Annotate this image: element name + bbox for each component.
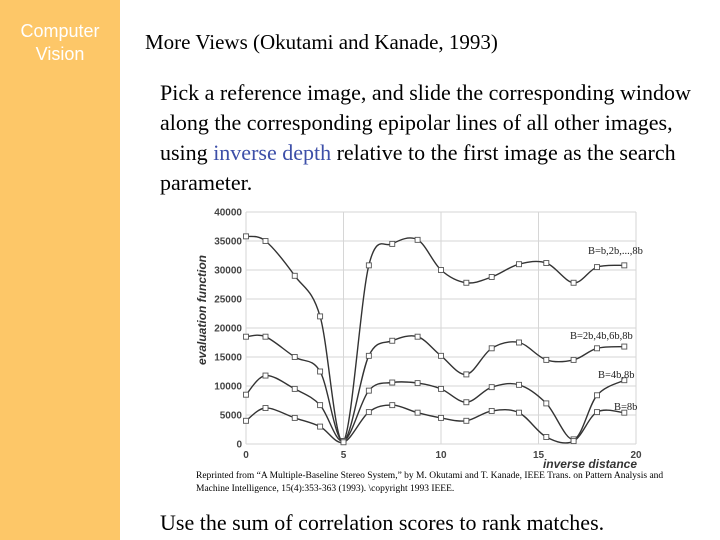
series-line (246, 236, 624, 441)
series-line (246, 376, 624, 442)
data-point (390, 338, 395, 343)
data-point (517, 340, 522, 345)
y-tick-label: 10000 (214, 381, 242, 393)
body-text-part1: Pick a reference image, and slide the corresponding window along the corresponding epipolar lines of all other images, using (160, 80, 691, 165)
data-point (318, 369, 323, 374)
y-tick-label: 5000 (219, 410, 242, 422)
x-tick-label: 0 (243, 450, 249, 461)
data-point (622, 344, 627, 349)
y-tick-label: 40000 (214, 207, 242, 219)
data-point (571, 280, 576, 285)
data-point (263, 406, 268, 411)
series-label: B=8b (614, 402, 638, 413)
chart-grid (246, 212, 636, 444)
data-point (415, 381, 420, 386)
data-point (464, 400, 469, 405)
x-tick-label: 5 (340, 450, 347, 461)
data-point (366, 263, 371, 268)
data-point (263, 373, 268, 378)
y-tick-labels (214, 208, 242, 451)
data-point (571, 439, 576, 444)
data-point (263, 239, 268, 244)
data-point (318, 314, 323, 319)
image-credit: Reprinted from “A Multiple-Baseline Stereo System,” by M. Okutami and T. Kanade, IEEE Trans. on Pattern Analysis and Machine Intelligence, 15(4):353-363 (1993). \copyright 1993 IEEE. (196, 471, 664, 494)
data-point (292, 386, 297, 391)
x-tick-label: 10 (435, 450, 447, 461)
y-tick-label: 0 (236, 439, 242, 451)
evaluation-function-chart (190, 198, 650, 470)
sidebar-title-line2: Vision (35, 44, 85, 64)
data-point (263, 334, 268, 339)
data-point (571, 357, 576, 362)
slide-title: More Views (Okutami and Kanade, 1993) (145, 30, 498, 54)
data-point (439, 386, 444, 391)
data-point (544, 261, 549, 266)
series-label: B=b,2b,...,8b (588, 246, 643, 257)
data-point (390, 241, 395, 246)
data-point (415, 410, 420, 415)
data-point (439, 268, 444, 273)
y-tick-label: 25000 (214, 294, 242, 306)
data-point (595, 265, 600, 270)
data-point (464, 418, 469, 423)
data-point (366, 388, 371, 393)
data-point (341, 440, 346, 445)
data-point (544, 401, 549, 406)
data-point (464, 372, 469, 377)
data-point (464, 280, 469, 285)
data-point (415, 237, 420, 242)
y-tick-label: 35000 (214, 236, 242, 248)
data-point (366, 410, 371, 415)
data-point (244, 334, 249, 339)
series-label: B=2b,4b,6b,8b (570, 331, 633, 342)
body-highlight: inverse depth (213, 140, 332, 165)
data-point (390, 380, 395, 385)
data-point (517, 410, 522, 415)
x-tick-label: 20 (630, 450, 642, 461)
data-point (489, 385, 494, 390)
data-point (366, 353, 371, 358)
data-point (517, 382, 522, 387)
data-point (595, 346, 600, 351)
footer-text: Use the sum of correlation scores to rank matches. (160, 510, 605, 535)
data-point (439, 353, 444, 358)
data-point (318, 403, 323, 408)
data-point (318, 424, 323, 429)
sidebar-title-line1: Computer (20, 21, 100, 41)
data-point (544, 435, 549, 440)
series-line (246, 405, 624, 443)
data-point (244, 392, 249, 397)
data-point (390, 403, 395, 408)
data-point (292, 415, 297, 420)
body-text-part2: relative to the first image as the search parameter. (160, 140, 676, 195)
sidebar-title (0, 20, 120, 66)
data-point (244, 234, 249, 239)
data-point (595, 393, 600, 398)
data-point (292, 273, 297, 278)
chart-curves (246, 236, 624, 443)
data-point (595, 410, 600, 415)
y-tick-label: 30000 (214, 265, 242, 277)
data-point (489, 408, 494, 413)
sidebar (0, 0, 120, 540)
data-point (489, 274, 494, 279)
data-point (544, 357, 549, 362)
data-point (622, 263, 627, 268)
x-tick-label: 15 (532, 450, 545, 461)
data-point (517, 262, 522, 267)
slide-body (160, 78, 700, 198)
data-point (292, 355, 297, 360)
y-tick-label: 20000 (214, 323, 242, 335)
data-point (244, 418, 249, 423)
data-point (489, 346, 494, 351)
series-label: B=4b,8b (598, 370, 635, 381)
data-point (415, 334, 420, 339)
series-line (246, 335, 624, 441)
y-tick-label: 15000 (214, 352, 242, 364)
data-point (439, 415, 444, 420)
x-axis-label: inverse distance (542, 457, 638, 470)
y-axis-label: evaluation function (195, 254, 209, 366)
